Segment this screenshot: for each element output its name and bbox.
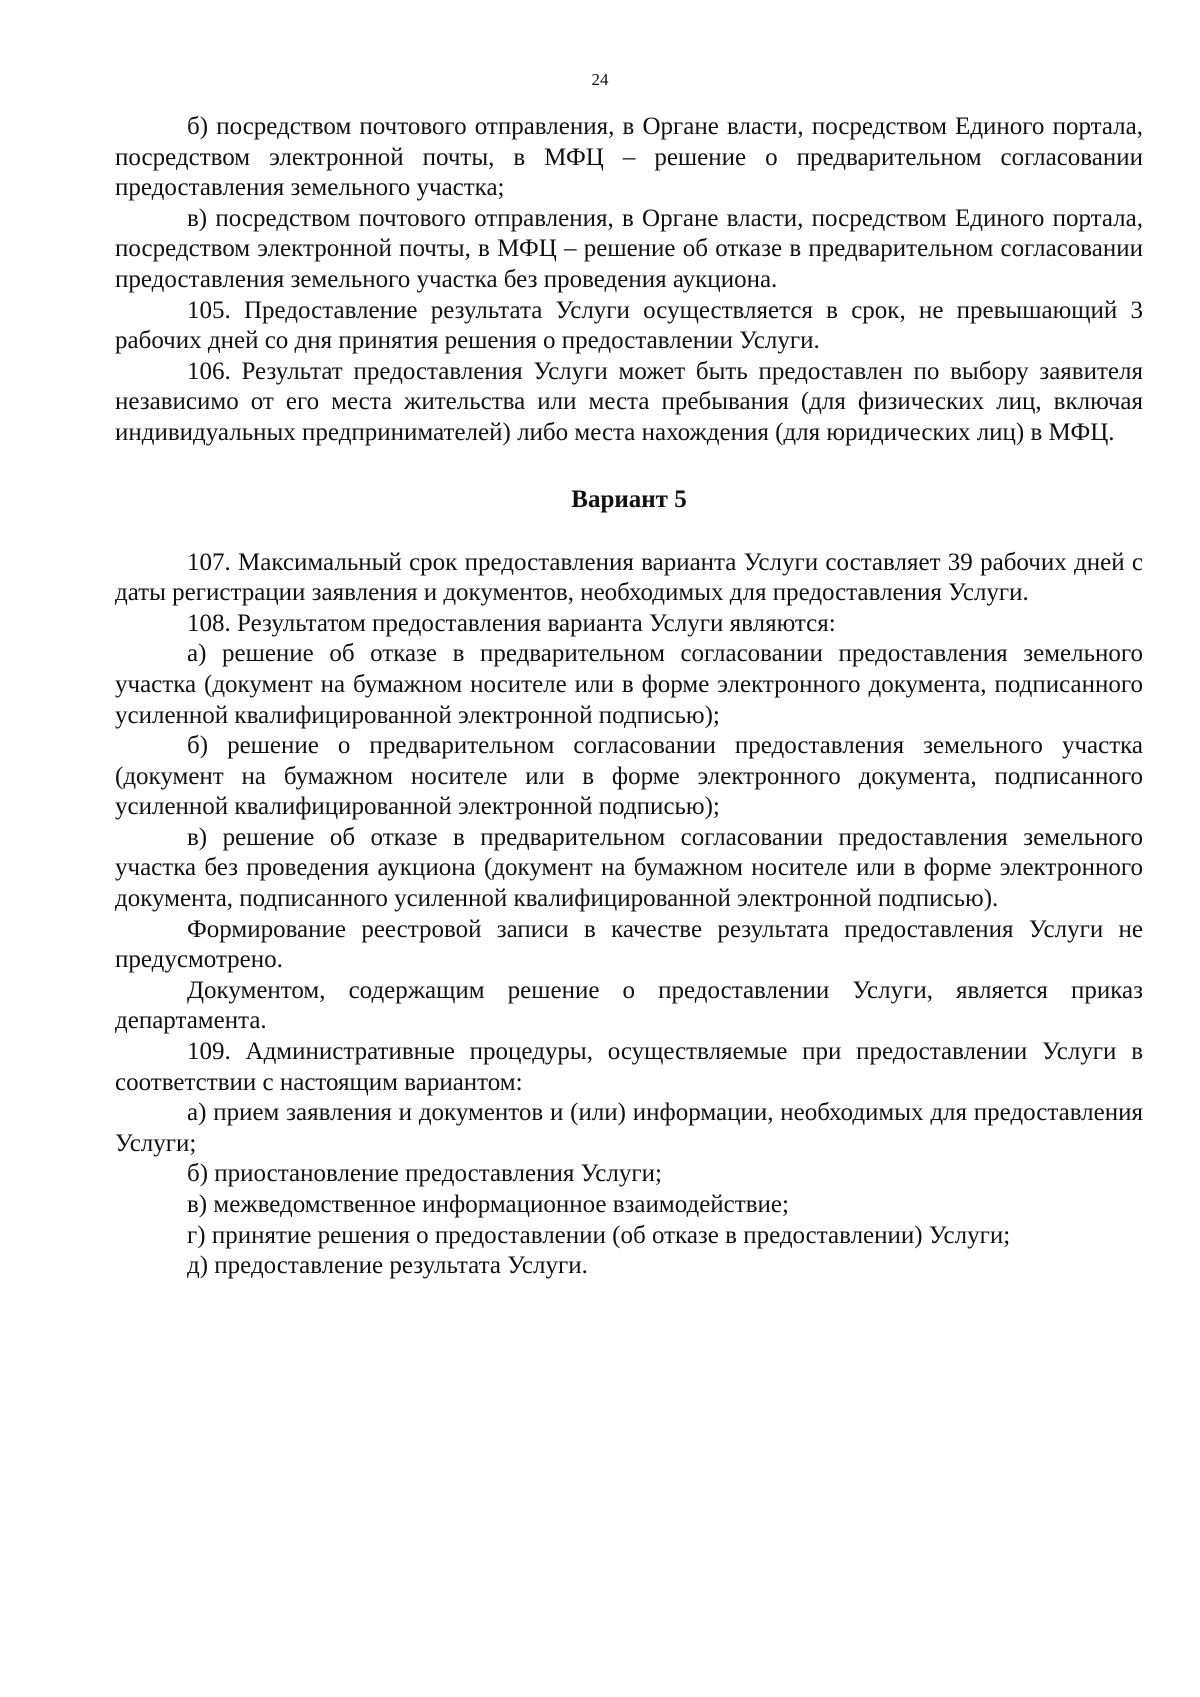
paragraph-order-document: Документом, содержащим решение о предоставлении Услуги, является приказ департамента. <box>115 976 1143 1035</box>
paragraph-v-delivery: в) посредством почтового отправления, в Органе власти, посредством Единого портала, посредством электронной почты, в МФЦ – решение об отказе в предварительном согласовании предоставления земельного участка без проведения аукциона. <box>115 204 1143 293</box>
document-body <box>115 112 1143 1282</box>
paragraph-108-b: б) решение о предварительном согласовании предоставления земельного участка (документ на бумажном носителе или в форме электронного документа, подписанного усиленной квалифицированной электронной подписью); <box>115 732 1143 821</box>
paragraph-109: 109. Административные процедуры, осуществляемые при предоставлении Услуги в соответствии с настоящим вариантом: <box>115 1038 1143 1096</box>
paragraph-106: 106. Результат предоставления Услуги может быть предоставлен по выбору заявителя независимо от его места жительства или места пребывания (для физических лиц, включая индивидуальных предпринимателей) либо места нахождения (для юридических лиц) в МФЦ. <box>115 357 1143 446</box>
paragraph-108-v: в) решение об отказе в предварительном согласовании предоставления земельного участка без проведения аукциона (документ на бумажном носителе или в форме электронного документа, подписанного усиленной квалифицированной электронной подписью). <box>115 823 1143 913</box>
paragraph-105: 105. Предоставление результата Услуги осуществляется в срок, не превышающий 3 рабочих дней со дня принятия решения о предоставлении Услуги. <box>115 296 1143 355</box>
paragraph-109-d: д) предоставление результата Услуги. <box>187 1252 588 1280</box>
paragraph-107: 107. Максимальный срок предоставления варианта Услуги составляет 39 рабочих дней с даты регистрации заявления и документов, необходимых для предоставления Услуги. <box>115 548 1143 607</box>
paragraph-b-delivery: б) посредством почтового отправления, в Органе власти, посредством Единого портала, посредством электронной почты, в МФЦ – решение о предварительном согласовании предоставления земельного участка; <box>115 113 1143 202</box>
paragraph-registry-record: Формирование реестровой записи в качестве результата предоставления Услуги не предусмотрено. <box>115 915 1143 974</box>
paragraph-109-g: г) принятие решения о предоставлении (об отказе в предоставлении) Услуги; <box>187 1221 1011 1249</box>
paragraph-109-b: б) приостановление предоставления Услуги; <box>187 1160 662 1188</box>
page-number: 24 <box>591 70 609 89</box>
paragraph-109-a: а) прием заявления и документов и (или) информации, необходимых для предоставления Услуги; <box>115 1099 1143 1157</box>
paragraph-108-a: а) решение об отказе в предварительном согласовании предоставления земельного участка (документ на бумажном носителе или в форме электронного документа, подписанного усиленной квалифицированной электронной подписью); <box>115 640 1143 729</box>
paragraph-108: 108. Результатом предоставления варианта Услуги являются: <box>187 609 836 637</box>
paragraph-109-v: в) межведомственное информационное взаимодействие; <box>187 1191 789 1218</box>
section-title-variant-5: Вариант 5 <box>571 485 687 513</box>
